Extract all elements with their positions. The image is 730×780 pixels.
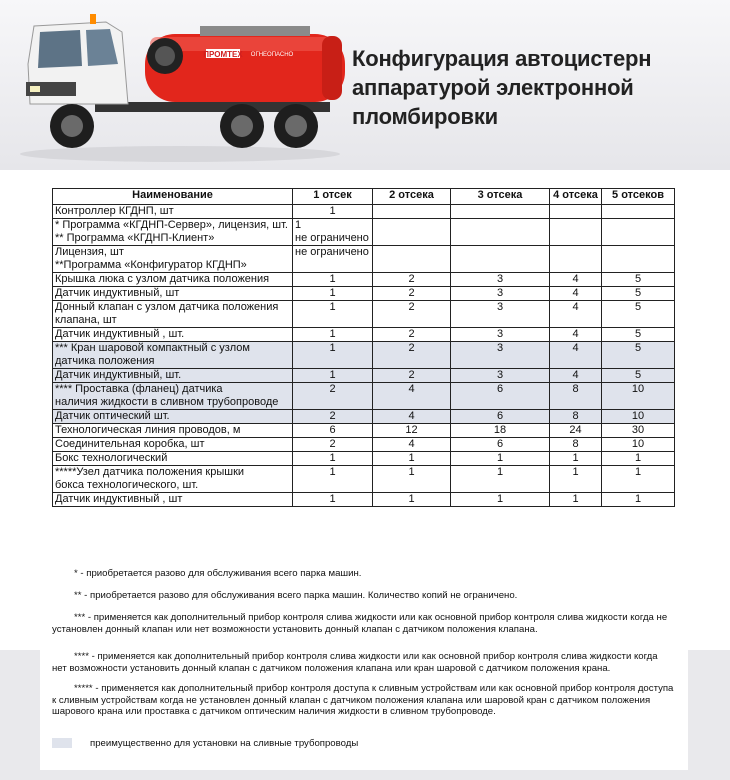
table-row: [53, 438, 675, 452]
table-cell: 1: [293, 466, 373, 493]
table-cell: 10: [602, 410, 675, 424]
table-row: [53, 342, 675, 369]
table-cell: 1: [550, 452, 602, 466]
row-name-line: Датчик оптический шт.: [55, 410, 170, 422]
row-name: [53, 219, 293, 246]
table-cell: 4: [550, 328, 602, 342]
table-cell: 1: [293, 452, 373, 466]
row-name-line: *** Кран шаровой компактный с узлом: [55, 342, 250, 354]
column-header: 1 отсек: [293, 189, 373, 205]
table-cell: 2: [293, 383, 373, 410]
footnote: * - приобретается разово для обслуживания всего парка машин.: [74, 568, 362, 579]
table-cell: 3: [451, 342, 550, 369]
table-cell: 5: [602, 301, 675, 328]
table-cell: 5: [602, 369, 675, 383]
table-cell: 5: [602, 273, 675, 287]
table-cell: 6: [293, 424, 373, 438]
table-cell: 3: [451, 369, 550, 383]
row-name-line: Крышка люка с узлом датчика положения: [55, 273, 270, 285]
footnote: ***** - применяется как дополнительный прибор контроля доступа к сливным устройствам или как основной прибор контроля доступа к сливным устройствам когда не установлен донный клапан с датчиком положения клапана или шаровой кран с датчиком положения шарового крана или проставка с датчиком оптическим наличия жидкости в сливном трубопроводе.: [52, 683, 674, 717]
table-cell: 1: [293, 493, 373, 507]
table-cell: 1: [293, 205, 373, 219]
column-header: 4 отсека: [550, 189, 602, 205]
table-cell: [373, 219, 451, 246]
table-cell: 1: [602, 493, 675, 507]
table-cell: 2: [373, 342, 451, 369]
table-row: [53, 410, 675, 424]
row-name-line: клапана, шт: [55, 314, 117, 326]
table-cell: 5: [602, 287, 675, 301]
row-name: [53, 301, 293, 328]
table-row: [53, 369, 675, 383]
table-cell: [451, 205, 550, 219]
row-name: [53, 328, 293, 342]
table-cell: 2: [293, 438, 373, 452]
table-cell: 30: [602, 424, 675, 438]
table-cell: 8: [550, 383, 602, 410]
table-cell: 4: [373, 438, 451, 452]
tank-logo: ПРОМТЕХ: [203, 50, 243, 59]
table-row: [53, 328, 675, 342]
table-row: [53, 219, 675, 246]
table-row: [53, 287, 675, 301]
table-row: [53, 205, 675, 219]
column-header: 2 отсека: [373, 189, 451, 205]
row-name-line: ** Программа «КГДНП-Клиент»: [55, 232, 215, 244]
table-cell: 6: [451, 410, 550, 424]
table-row: [53, 246, 675, 273]
row-name: [53, 287, 293, 301]
table-cell: 3: [451, 273, 550, 287]
table-cell: 1: [451, 493, 550, 507]
tank-warning-text: ОГНЕОПАСНО: [250, 52, 294, 58]
row-name: [53, 493, 293, 507]
table-cell: 2: [373, 369, 451, 383]
table-cell: 1: [550, 466, 602, 493]
table-cell: 4: [550, 342, 602, 369]
row-name-line: * Программа «КГДНП-Сервер», лицензия, шт.: [55, 219, 288, 231]
table-row: [53, 424, 675, 438]
footnote: **** - применяется как дополнительный прибор контроля слива жидкости или как основной прибор контроля слива жидкости когда нет возможности установить донный клапан с датчиком положения клапана или кран шаровой с датчиком положения крана.: [52, 651, 658, 674]
row-name: [53, 342, 293, 369]
page-title: Конфигурация автоцистерн аппаратурой электронной пломбировки: [352, 46, 652, 129]
row-name: [53, 273, 293, 287]
row-name-line: Контроллер КГДНП, шт: [55, 205, 174, 217]
table-row: [53, 452, 675, 466]
column-header: Наименование: [53, 189, 293, 205]
legend-text: преимущественно для установки на сливные трубопроводы: [90, 738, 359, 749]
row-name-line: Датчик индуктивный, шт.: [55, 369, 182, 381]
table-cell: 4: [373, 410, 451, 424]
table-cell: 2: [373, 301, 451, 328]
table-cell: 6: [451, 383, 550, 410]
table-cell: 2: [293, 410, 373, 424]
table-cell: 2: [373, 328, 451, 342]
tanker-truck-image: [10, 4, 350, 164]
table-cell: 1: [373, 493, 451, 507]
table-cell: 3: [451, 287, 550, 301]
table-cell: 1: [602, 466, 675, 493]
table-row: [53, 493, 675, 507]
row-name-line: Лицензия, шт: [55, 246, 124, 258]
row-name-line: Донный клапан с узлом датчика положения: [55, 301, 279, 313]
table-cell: 1: [293, 273, 373, 287]
table-cell: [373, 246, 451, 273]
table-cell: [550, 246, 602, 273]
table-cell: [550, 219, 602, 246]
table-cell: [602, 205, 675, 219]
table-cell: 1: [602, 452, 675, 466]
footnote: *** - применяется как дополнительный прибор контроля слива жидкости или как основной прибор контроля слива жидкости когда не установлен донный клапан или нет возможности установить донный клапан с датчиком положения клапана.: [52, 612, 668, 635]
column-header: 5 отсеков: [602, 189, 675, 205]
table-cell: 8: [550, 438, 602, 452]
table-cell: 3: [451, 328, 550, 342]
table-cell: 1: [293, 328, 373, 342]
table-cell: 1 не ограничено: [293, 219, 373, 246]
table-cell: 1: [293, 342, 373, 369]
table-cell: 8: [550, 410, 602, 424]
row-name: [53, 369, 293, 383]
table-cell: 3: [451, 301, 550, 328]
table-cell: 4: [550, 369, 602, 383]
row-name: [53, 383, 293, 410]
row-name: [53, 452, 293, 466]
table-cell: 10: [602, 438, 675, 452]
row-name-line: Датчик индуктивный, шт: [55, 287, 180, 299]
table-cell: 10: [602, 383, 675, 410]
table-cell: 1: [293, 369, 373, 383]
column-header: 3 отсека: [451, 189, 550, 205]
table-header-row: [53, 189, 675, 205]
table-cell: [602, 246, 675, 273]
row-name-line: наличия жидкости в сливном трубопроводе: [55, 396, 279, 408]
table-cell: [602, 219, 675, 246]
row-name-line: **** Проставка (фланец) датчика: [55, 383, 223, 395]
row-name-line: Соединительная коробка, шт: [55, 438, 205, 450]
table-cell: 18: [451, 424, 550, 438]
table-row: [53, 466, 675, 493]
row-name-line: *****Узел датчика положения крышки: [55, 466, 245, 478]
table-cell: 1: [451, 452, 550, 466]
row-name: [53, 466, 293, 493]
table-cell: 1: [550, 493, 602, 507]
table-cell: [550, 205, 602, 219]
row-name: [53, 438, 293, 452]
row-name: [53, 205, 293, 219]
table-cell: 2: [373, 273, 451, 287]
table-cell: 5: [602, 342, 675, 369]
table-cell: 2: [373, 287, 451, 301]
table-cell: 6: [451, 438, 550, 452]
table-cell: 1: [373, 466, 451, 493]
row-name-line: бокса технологического, шт.: [55, 479, 199, 491]
table-cell: 4: [373, 383, 451, 410]
table-cell: 1: [373, 452, 451, 466]
table-row: [53, 273, 675, 287]
table-cell: 5: [602, 328, 675, 342]
table-cell: не ограничено: [293, 246, 373, 273]
table-cell: [451, 219, 550, 246]
table-cell: 1: [293, 301, 373, 328]
table-cell: [451, 246, 550, 273]
row-name-line: датчика положения: [55, 355, 155, 367]
row-name-line: Датчик индуктивный , шт.: [55, 328, 185, 340]
table-cell: 4: [550, 301, 602, 328]
row-name: [53, 410, 293, 424]
row-name-line: Технологическая линия проводов, м: [55, 424, 241, 436]
table-cell: 24: [550, 424, 602, 438]
configuration-table: [52, 188, 675, 507]
footnote: ** - приобретается разово для обслуживания всего парка машин. Количество копий не ограничено.: [74, 590, 518, 601]
row-name-line: Датчик индуктивный , шт: [55, 493, 183, 505]
table-cell: 1: [451, 466, 550, 493]
row-name: [53, 424, 293, 438]
table-cell: [373, 205, 451, 219]
table-cell: 1: [293, 287, 373, 301]
table-row: [53, 383, 675, 410]
row-name-line: **Программа «Конфигуратор КГДНП»: [55, 259, 247, 271]
row-name-line: Бокс технологический: [55, 452, 168, 464]
table-cell: 12: [373, 424, 451, 438]
table-row: [53, 301, 675, 328]
table-cell: 4: [550, 287, 602, 301]
table-cell: 4: [550, 273, 602, 287]
row-name: [53, 246, 293, 273]
